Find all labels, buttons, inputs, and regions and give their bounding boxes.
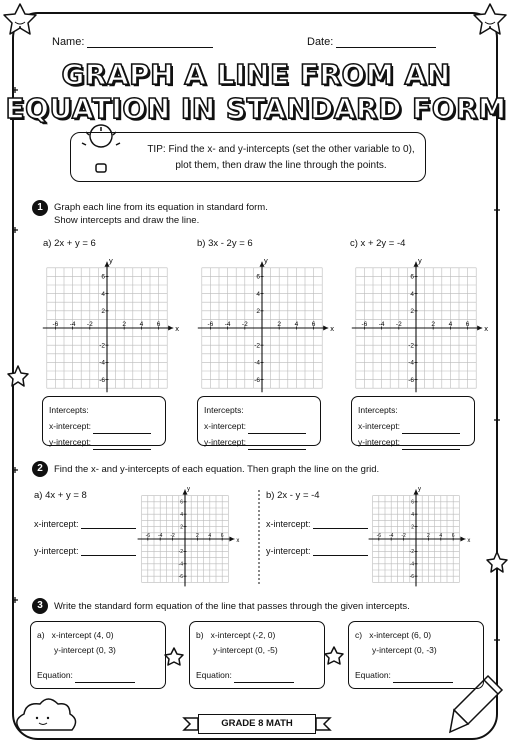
y-tick-label: 2 — [410, 307, 414, 315]
y-tick-label: 2 — [256, 307, 260, 315]
y-tick-label: 2 — [101, 307, 105, 315]
x-axis-arrow — [477, 326, 482, 331]
x-axis-label: x — [175, 324, 179, 333]
title-line-1: GRAPH A LINE FROM AN — [61, 58, 451, 91]
section-2-number: 2 — [32, 461, 48, 477]
y-tick-label: 6 — [256, 273, 260, 281]
grade-banner: GRADE 8 MATH — [198, 714, 316, 734]
y-tick-label: 2 — [180, 524, 183, 531]
y-tick-label: 6 — [410, 273, 414, 281]
x-tick-label: -2 — [241, 321, 248, 328]
y-tick-label: -6 — [409, 573, 414, 580]
x-intercept-answer[interactable] — [402, 424, 460, 434]
y-tick-label: 4 — [180, 511, 183, 518]
x-tick-label: -4 — [388, 533, 394, 539]
x-tick-label: -6 — [52, 321, 59, 328]
x-tick-label: 4 — [439, 533, 443, 539]
y-tick-label: 4 — [256, 290, 260, 298]
y-tick-label: 6 — [180, 499, 183, 506]
intercepts-box-1a: Intercepts: x-intercept: y-intercept: — [42, 396, 166, 446]
x-tick-label: -2 — [86, 321, 93, 328]
x-axis-label: x — [236, 538, 240, 544]
y-tick-label: -2 — [409, 549, 414, 556]
date-field[interactable] — [307, 35, 436, 48]
x-tick-label: 2 — [196, 533, 199, 539]
y-axis-label: y — [418, 486, 421, 493]
y-tick-label: 6 — [101, 273, 105, 281]
problem-3b-box: b) x-intercept (-2, 0) y-intercept (0, -5) Equation: — [189, 621, 325, 689]
y-tick-label: -2 — [408, 342, 414, 350]
y-axis-label: y — [418, 255, 422, 265]
y-intercept-answer[interactable] — [402, 440, 460, 450]
y-tick-label: -6 — [99, 376, 105, 384]
problem-3a-box: a) x-intercept (4, 0) y-intercept (0, 3) Equation: — [30, 621, 166, 689]
x-tick-label: -6 — [145, 533, 151, 539]
intercepts-box-1c: Intercepts: x-intercept: y-intercept: — [351, 396, 475, 446]
intercepts-title: Intercepts: — [49, 405, 89, 415]
coordinate-grid-2a[interactable] — [142, 488, 246, 586]
x-axis-label: x — [330, 324, 334, 333]
x-tick-label: 2 — [431, 321, 436, 328]
x-tick-label: 4 — [448, 321, 453, 328]
x-axis-arrow — [229, 537, 234, 542]
problem-1a-label: a) 2x + y = 6 — [43, 238, 96, 249]
x-tick-label: 2 — [122, 321, 127, 328]
x-tick-label: 6 — [311, 321, 316, 328]
x-tick-label: -4 — [157, 533, 163, 539]
title-line-2: EQUATION IN STANDARD FORM — [5, 92, 507, 125]
y-intercept-answer[interactable] — [248, 440, 306, 450]
x-tick-label: 6 — [220, 533, 224, 539]
section-3-number: 3 — [32, 598, 48, 614]
x-tick-label: -4 — [378, 321, 385, 328]
x-tick-label: 6 — [451, 533, 455, 539]
section-2-instructions: Find the x- and y-intercepts of each equation. Then graph the line on the grid. — [54, 464, 380, 475]
coordinate-grid-1a[interactable] — [40, 255, 179, 388]
y-tick-label: -2 — [178, 549, 183, 556]
y-tick-label: -4 — [254, 359, 260, 367]
coordinate-grid-1b[interactable] — [195, 255, 334, 388]
x-tick-label: -6 — [207, 321, 214, 328]
x-tick-label: -2 — [170, 533, 175, 539]
x-tick-label: 2 — [277, 321, 282, 328]
x-tick-label: -6 — [361, 321, 368, 328]
problem-2a-y-intercept: y-intercept: — [34, 546, 136, 556]
equation-answer[interactable] — [393, 673, 453, 683]
x-tick-label: 4 — [294, 321, 299, 328]
intercepts-box-1b: Intercepts: x-intercept: y-intercept: — [197, 396, 321, 446]
y-tick-label: -2 — [254, 342, 260, 350]
coordinate-grid-1c[interactable] — [349, 255, 488, 388]
y-tick-label: -6 — [178, 573, 183, 580]
x-axis-label: x — [484, 324, 488, 333]
intercepts-title: Intercepts: — [358, 405, 398, 415]
date-label: Date: — [307, 36, 334, 48]
x-tick-label: -2 — [395, 321, 402, 328]
y-tick-label: 6 — [411, 499, 414, 506]
section-1-number: 1 — [32, 200, 48, 216]
x-axis-arrow — [323, 326, 328, 331]
y-tick-label: -4 — [408, 359, 414, 367]
x-tick-label: -4 — [224, 321, 231, 328]
y-tick-label: -6 — [254, 376, 260, 384]
x-tick-label: 6 — [156, 321, 161, 328]
y-tick-label: 4 — [411, 511, 414, 518]
y-axis-label: y — [187, 486, 190, 493]
x-axis-arrow — [168, 326, 173, 331]
intercepts-title: Intercepts: — [204, 405, 244, 415]
y-tick-label: -2 — [99, 342, 105, 350]
tip-text: TIP: Find the x- and y-intercepts (set the other variable to 0), plot them, then draw the line through the points. — [147, 144, 415, 171]
x-tick-label: 6 — [465, 321, 470, 328]
x-tick-label: -2 — [401, 533, 406, 539]
y-axis-label: y — [109, 255, 113, 265]
x-intercept-answer[interactable] — [93, 424, 151, 434]
y-tick-label: 4 — [101, 290, 105, 298]
x-tick-label: 4 — [208, 533, 212, 539]
y-tick-label: -4 — [409, 561, 414, 568]
name-field[interactable] — [52, 35, 213, 48]
y-intercept-answer[interactable] — [93, 440, 151, 450]
problem-2b-label: b) 2x - y = -4 — [266, 490, 320, 501]
problem-1b-label: b) 3x - 2y = 6 — [197, 238, 253, 249]
x-axis-arrow — [460, 537, 465, 542]
x-axis-label: x — [467, 538, 471, 544]
section-3-instructions: Write the standard form equation of the line that passes through the given intercepts. — [54, 601, 410, 612]
problem-1c-label: c) x + 2y = -4 — [350, 238, 406, 249]
x-tick-label: -4 — [69, 321, 76, 328]
y-axis-label: y — [264, 255, 268, 265]
coordinate-grid-2b[interactable] — [373, 488, 477, 586]
problem-2b-x-intercept: x-intercept: — [266, 519, 368, 529]
x-tick-label: 2 — [427, 533, 430, 539]
problem-2b-y-intercept: y-intercept: — [266, 546, 368, 556]
problem-2a-x-intercept: x-intercept: — [34, 519, 136, 529]
x-tick-label: -6 — [376, 533, 382, 539]
name-label: Name: — [52, 36, 85, 48]
y-tick-label: -4 — [178, 561, 183, 568]
equation-answer[interactable] — [75, 673, 135, 683]
y-tick-label: -4 — [99, 359, 105, 367]
x-intercept-answer[interactable] — [248, 424, 306, 434]
y-tick-label: 2 — [411, 524, 414, 531]
section-1-instructions: Graph each line from its equation in standard form. Show intercepts and draw the line. — [54, 202, 268, 226]
y-tick-label: -6 — [408, 376, 414, 384]
problem-2a-label: a) 4x + y = 8 — [34, 490, 87, 501]
equation-answer[interactable] — [234, 673, 294, 683]
y-tick-label: 4 — [410, 290, 414, 298]
x-tick-label: 4 — [139, 321, 144, 328]
problem-3c-box: c) x-intercept (6, 0) y-intercept (0, -3) Equation: — [348, 621, 484, 689]
